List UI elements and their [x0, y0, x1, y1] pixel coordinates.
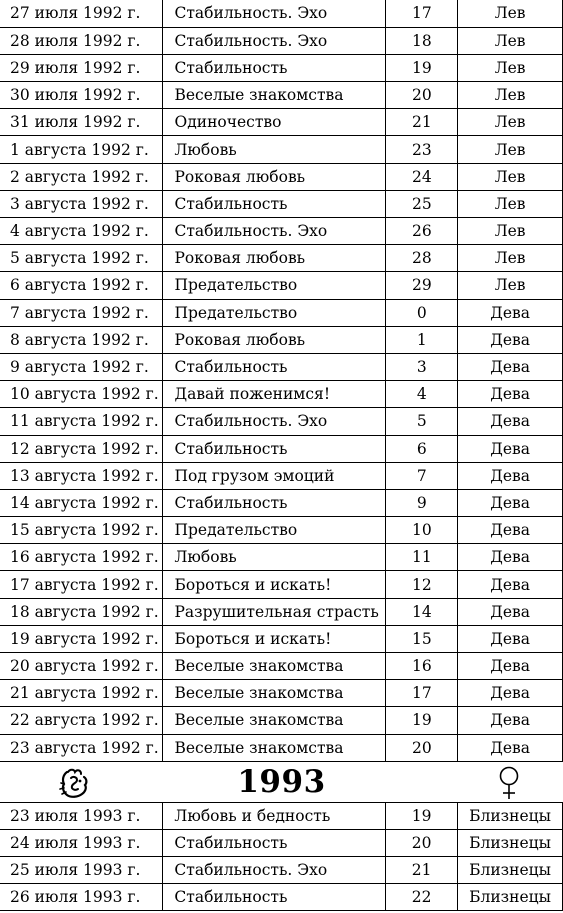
table-row: [0, 54, 563, 81]
number-cell: 26: [386, 218, 458, 245]
sign-cell: Дева: [458, 462, 563, 489]
number-cell: 22: [386, 884, 458, 911]
number-cell: 15: [386, 625, 458, 652]
number-cell: 7: [386, 462, 458, 489]
date-cell: 25 июля 1993 г.: [0, 857, 163, 884]
number-cell: 14: [386, 598, 458, 625]
date-cell: 18 августа 1992 г.: [0, 598, 163, 625]
sign-cell: Дева: [458, 598, 563, 625]
sign-cell: Дева: [458, 353, 563, 380]
event-cell: Стабильность: [163, 353, 386, 380]
number-cell: 20: [386, 734, 458, 761]
table-row: [0, 218, 563, 245]
number-cell: 20: [386, 82, 458, 109]
table-row: [0, 381, 563, 408]
sign-cell: Дева: [458, 707, 563, 734]
table-row: [0, 163, 563, 190]
table-row: [0, 544, 563, 571]
number-cell: 19: [386, 54, 458, 81]
table-row: [0, 326, 563, 353]
table-row: [0, 272, 563, 299]
sign-cell: Лев: [458, 54, 563, 81]
table-row: [0, 353, 563, 380]
date-cell: 6 августа 1992 г.: [0, 272, 163, 299]
date-cell: 12 августа 1992 г.: [0, 435, 163, 462]
sign-cell: Лев: [458, 272, 563, 299]
number-cell: 28: [386, 245, 458, 272]
date-cell: 14 августа 1992 г.: [0, 489, 163, 516]
event-cell: Предательство: [163, 299, 386, 326]
event-cell: Стабильность: [163, 190, 386, 217]
number-cell: 20: [386, 830, 458, 857]
event-cell: Стабильность. Эхо: [163, 0, 386, 27]
event-cell: Веселые знакомства: [163, 680, 386, 707]
sign-cell: Лев: [458, 136, 563, 163]
sign-cell: Лев: [458, 82, 563, 109]
number-cell: 1: [386, 326, 458, 353]
number-cell: 0: [386, 299, 458, 326]
number-cell: 11: [386, 544, 458, 571]
year-header: [0, 763, 563, 803]
number-cell: 17: [386, 0, 458, 27]
event-cell: Предательство: [163, 272, 386, 299]
date-cell: 1 августа 1992 г.: [0, 136, 163, 163]
event-cell: Роковая любовь: [163, 163, 386, 190]
date-cell: 13 августа 1992 г.: [0, 462, 163, 489]
number-cell: 16: [386, 653, 458, 680]
number-cell: 3: [386, 353, 458, 380]
event-cell: Стабильность. Эхо: [163, 218, 386, 245]
number-cell: 6: [386, 435, 458, 462]
date-cell: 9 августа 1992 г.: [0, 353, 163, 380]
table-row: [0, 680, 563, 707]
table-row: [0, 707, 563, 734]
number-cell: 19: [386, 707, 458, 734]
sign-cell: Близнецы: [458, 830, 563, 857]
number-cell: 9: [386, 489, 458, 516]
sign-cell: Дева: [458, 381, 563, 408]
table-row: [0, 517, 563, 544]
sign-cell: Дева: [458, 435, 563, 462]
sign-cell: Дева: [458, 544, 563, 571]
date-cell: 3 августа 1992 г.: [0, 190, 163, 217]
date-cell: 20 августа 1992 г.: [0, 653, 163, 680]
table-row: [0, 109, 563, 136]
event-cell: Разрушительная страсть: [163, 598, 386, 625]
sign-cell: Лев: [458, 109, 563, 136]
date-cell: 4 августа 1992 г.: [0, 218, 163, 245]
event-cell: Роковая любовь: [163, 245, 386, 272]
table-row: [0, 734, 563, 761]
event-cell: Стабильность. Эхо: [163, 408, 386, 435]
sign-cell: Близнецы: [458, 884, 563, 911]
sign-cell: Лев: [458, 163, 563, 190]
sign-cell: Лев: [458, 245, 563, 272]
table-row: [0, 830, 563, 857]
table-row: [0, 82, 563, 109]
table-row: [0, 571, 563, 598]
sign-cell: Дева: [458, 625, 563, 652]
table-row: [0, 190, 563, 217]
sign-cell: Лев: [458, 218, 563, 245]
date-cell: 23 августа 1992 г.: [0, 734, 163, 761]
sign-cell: Лев: [458, 190, 563, 217]
venus-symbol-icon: [494, 765, 524, 801]
sign-cell: Близнецы: [458, 803, 563, 830]
number-cell: 24: [386, 163, 458, 190]
number-cell: 5: [386, 408, 458, 435]
table-row: [0, 857, 563, 884]
table-1993: [0, 802, 563, 911]
date-cell: 28 июля 1992 г.: [0, 27, 163, 54]
table-row: [0, 435, 563, 462]
date-cell: 10 августа 1992 г.: [0, 381, 163, 408]
event-cell: Стабильность: [163, 489, 386, 516]
event-cell: Веселые знакомства: [163, 734, 386, 761]
event-cell: Веселые знакомства: [163, 707, 386, 734]
event-cell: Предательство: [163, 517, 386, 544]
date-cell: 30 июля 1992 г.: [0, 82, 163, 109]
event-cell: Стабильность. Эхо: [163, 857, 386, 884]
sign-cell: Дева: [458, 299, 563, 326]
event-cell: Любовь: [163, 136, 386, 163]
event-cell: Бороться и искать!: [163, 571, 386, 598]
sign-cell: Дева: [458, 734, 563, 761]
number-cell: 17: [386, 680, 458, 707]
number-cell: 21: [386, 857, 458, 884]
sign-cell: Лев: [458, 0, 563, 27]
table-row: [0, 462, 563, 489]
number-cell: 21: [386, 109, 458, 136]
event-cell: Любовь: [163, 544, 386, 571]
date-cell: 23 июля 1993 г.: [0, 803, 163, 830]
table-row: [0, 27, 563, 54]
sign-cell: Дева: [458, 680, 563, 707]
date-cell: 22 августа 1992 г.: [0, 707, 163, 734]
date-cell: 11 августа 1992 г.: [0, 408, 163, 435]
table-row: [0, 299, 563, 326]
event-cell: Давай поженимся!: [163, 381, 386, 408]
date-cell: 7 августа 1992 г.: [0, 299, 163, 326]
table-row: [0, 625, 563, 652]
number-cell: 23: [386, 136, 458, 163]
date-cell: 17 августа 1992 г.: [0, 571, 163, 598]
date-cell: 2 августа 1992 г.: [0, 163, 163, 190]
year-title: 1993: [237, 764, 326, 800]
number-cell: 19: [386, 803, 458, 830]
date-cell: 21 августа 1992 г.: [0, 680, 163, 707]
table-row: [0, 653, 563, 680]
number-cell: 12: [386, 571, 458, 598]
table-row: [0, 136, 563, 163]
event-cell: Стабильность: [163, 884, 386, 911]
event-cell: Веселые знакомства: [163, 653, 386, 680]
event-cell: Одиночество: [163, 109, 386, 136]
event-cell: Бороться и искать!: [163, 625, 386, 652]
number-cell: 4: [386, 381, 458, 408]
date-cell: 29 июля 1992 г.: [0, 54, 163, 81]
table-row: [0, 489, 563, 516]
sign-cell: Дева: [458, 653, 563, 680]
table-row: [0, 884, 563, 911]
table-row: [0, 803, 563, 830]
sign-cell: Дева: [458, 326, 563, 353]
number-cell: 25: [386, 190, 458, 217]
event-cell: Стабильность. Эхо: [163, 27, 386, 54]
sign-cell: Дева: [458, 489, 563, 516]
event-cell: Под грузом эмоций: [163, 462, 386, 489]
event-cell: Роковая любовь: [163, 326, 386, 353]
table-row: [0, 245, 563, 272]
table-row: [0, 408, 563, 435]
table-row: [0, 598, 563, 625]
sign-cell: Дева: [458, 571, 563, 598]
event-cell: Стабильность: [163, 54, 386, 81]
date-cell: 26 июля 1993 г.: [0, 884, 163, 911]
date-cell: 5 августа 1992 г.: [0, 245, 163, 272]
event-cell: Стабильность: [163, 830, 386, 857]
event-cell: Любовь и бедность: [163, 803, 386, 830]
date-cell: 19 августа 1992 г.: [0, 625, 163, 652]
date-cell: 8 августа 1992 г.: [0, 326, 163, 353]
sign-cell: Лев: [458, 27, 563, 54]
number-cell: 10: [386, 517, 458, 544]
date-cell: 16 августа 1992 г.: [0, 544, 163, 571]
sign-cell: Дева: [458, 408, 563, 435]
number-cell: 18: [386, 27, 458, 54]
event-cell: Стабильность: [163, 435, 386, 462]
sign-cell: Близнецы: [458, 857, 563, 884]
date-cell: 15 августа 1992 г.: [0, 517, 163, 544]
date-cell: 31 июля 1992 г.: [0, 109, 163, 136]
date-cell: 27 июля 1992 г.: [0, 0, 163, 27]
event-cell: Веселые знакомства: [163, 82, 386, 109]
table-row: [0, 0, 563, 27]
date-cell: 24 июля 1993 г.: [0, 830, 163, 857]
number-cell: 29: [386, 272, 458, 299]
sign-cell: Дева: [458, 517, 563, 544]
